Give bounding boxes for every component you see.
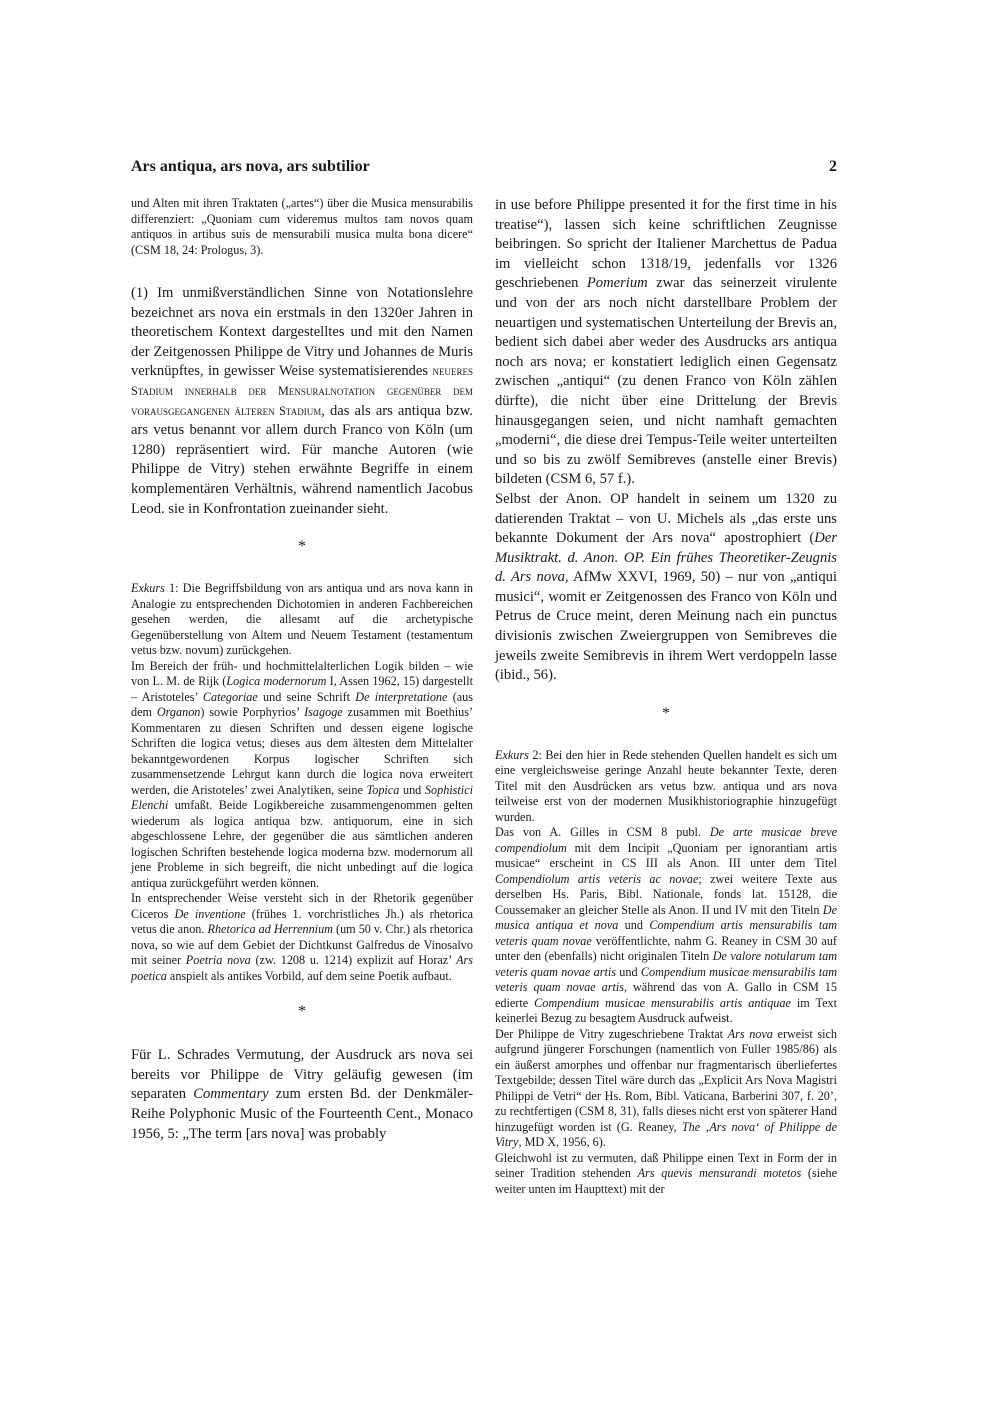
paragraph: und Alten mit ihren Traktaten („artes“) über die Musica mensurabilis differenziert: „Quoniam cum videremus multos tam novos quam antiquos in artibus suis de mensurabili musica multa bona dicere“ (CSM 18, 24: Prologus, 3). [131, 196, 473, 257]
paragraph: Im Bereich der früh- und hochmittelalterlichen Logik bilden – wie von L. M. de Rijk (Logica modernorum I, Assen 1962, 15) dargestellt – Aristoteles’ Categoriae und seine Schrift De interpretatione (aus dem Organon) sowie Porphyrios’ Isagoge zusammen mit Boethius’ Kommentaren zu diesen Schriften und dessen eigene logische Schriften die logica vetus; dieses aus dem ältesten dem Mittelalter bekanntgewordenen Korpus logischer Schriften sich zusammensetzende Lehrgut kann durch die logica nova erweitert werden, die Aristoteles’ zwei Analytiken, seine Topica und Sophistici Elenchi umfaßt. Beide Logikbereiche zusammengenommen gelten wiederum als logica antiqua bzw. antiquorum, eine in sich abgeschlossene Lehre, der gegenüber die aus sämtlichen anderen logischen Schriften bestehende logica moderna bzw. modernorum all jene Probleme in sich begreift, die nicht unbedingt auf die logica antiqua zurückgeführt werden können. [131, 658, 474, 890]
running-title: Ars antiqua, ars nova, ars subtilior [131, 158, 370, 175]
paragraph: Der Philippe de Vitry zugeschriebene Traktat Ars nova erweist sich aufgrund jüngerer Forschungen (namentlich von Fuller 1985/86) als ein äußerst amorphes und offenbar nur fragmentarisch überliefertes Textgebilde; dessen Titel wäre durch das „Explicit Ars Nova Magistri Philippi de Vetri“ der Hs. Rom, Bibl. Vaticana, Barberini 307, f. 20’, zu rechtfertigen (CSM 8, 31), falls dieses nicht erst von späterer Hand hinzugefügt worden ist (G. Reaney, The ‚Ars nova‘ of Philippe de Vitry, MD X, 1956, 6). [495, 1026, 838, 1150]
left-column [131, 196, 473, 1144]
section-separator: * [298, 538, 306, 556]
small-caps-term: neueres Stadium innerhalb der Mensuralnotation gegenüber dem vorausgegangenen älteren Stadium [131, 364, 473, 418]
section-separator: * [662, 704, 670, 722]
page-number: 2 [829, 158, 837, 175]
paragraph: In entsprechender Weise versteht sich in der Rhetorik gegenüber Ciceros De inventione (frühes 1. vorchristliches Jh.) als rhetorica vetus die anon. Rhetorica ad Herrennium (um 50 v. Chr.) als rhetorica nova, so wie auf dem Gebiet der Dichtkunst Galfredus de Vinosalvo mit seiner Poetria nova (zw. 1208 u. 1214) explizit auf Horaz’ Ars poetica anspielt als antikes Vorbild, auf dem seine Poetik aufbaut. [131, 891, 474, 983]
paragraph: Exkurs 2: Bei den hier in Rede stehenden Quellen handelt es sich um eine vergleichsweise geringe Anzahl heute bekannter Texte, deren Titel mit den Ausdrücken ars vetus bzw. antiqua und ars nova teilweise erst von der modernen Musikhistoriographie hinzugefügt wurden. [495, 747, 837, 824]
paragraph: in use before Philippe presented it for the first time in his treatise“), lassen sich keine schriftlichen Zeugnisse beibringen. So spricht der Italiener Marchettus de Padua im vielleicht schon 1318/19, jedenfalls vor 1326 geschriebenen Pomerium zwar das seinerzeit virulente und von der ars noch nicht darstellbare Problem der neuartigen und systematischen Unterteilung der Brevis an, bedient sich dabei aber weder des Ausdrucks ars antiqua noch ars nova; er konstatiert lediglich einen Gegensatz zwischen „antiqui“ (zu denen Franco von Köln zählen dürfte), die nicht über eine Drittelung der Brevis hinausgegangen seien, und nicht namhaft gemachten „moderni“, die diese drei Tempus-Teile weiter unterteilten und so bis zu zwölf Semibreves (anstelle einer Brevis) bildeten (CSM 6, 57 f.). [495, 197, 837, 488]
paragraph: (1) Im unmißverständlichen Sinne von Notationslehre bezeichnet ars nova ein erstmals in den 1320er Jahren in theoretischem Kontext dargestelltes und mit den Namen der Zeitgenossen Philippe de Vitry und Johannes de Muris verknüpftes, in gewisser Weise systematisierendes neueres Stadium innerhalb der Mensuralnotation gegenüber dem vorausgegangenen älteren Stadium, das als ars antiqua bzw. ars vetus benannt vor allem durch Franco von Köln (um 1280) repräsentiert wird. Für manche Autoren (wie Philippe de Vitry) stehen erwähnte Begriffe in einem komplementären Verhältnis, während namentlich Jacobus Leod. sie in Konfrontation zueinander sieht. [131, 285, 474, 517]
section-separator: * [298, 1003, 306, 1021]
paragraph: Selbst der Anon. OP handelt in seinem um 1320 zu datierenden Traktat – von U. Michels als „das erste uns bekannte Dokument der Ars nova“ apostrophiert (Der Musiktrakt. d. Anon. OP. Ein frühes Theoretiker-Zeugnis d. Ars nova, AfMw XXVI, 1969, 50) – nur von „antiqui musici“, womit er Zeitgenossen des Franco von Köln und Petrus de Cruce meint, deren Meinung nach ein punctus divisionis zwischen Zweiergruppen von Semibreves die jeweils zweite Semibrevis in ihrem Wert verdoppeln lasse (ibid., 56). [495, 490, 838, 684]
running-head [131, 158, 837, 176]
paragraph: Für L. Schrades Vermutung, der Ausdruck ars nova sei bereits vor Philippe de Vitry geläufig gewesen (im separaten Commentary zum ersten Bd. der Denkmäler-Reihe Polyphonic Music of the Fourteenth Cent., Monaco 1956, 5: „The term [ars nova] was probably [131, 1047, 473, 1142]
right-column [495, 196, 837, 1197]
paragraph: Gleichwohl ist zu vermuten, daß Philippe einen Text in Form der in seiner Tradition stehenden Ars quevis mensurandi motetos (siehe weiter unten im Haupttext) mit der [495, 1150, 837, 1196]
paragraph: Exkurs 1: Die Begriffsbildung von ars antiqua und ars nova kann in Analogie zu entsprechenden Dichotomien in anderen Fachbereichen gesehen werden, die allesamt auf die archetypische Gegenüberstellung von Altem und Neuem Testament (testamentum vetus bzw. novum) zurückgehen. [131, 581, 473, 658]
paragraph: Das von A. Gilles in CSM 8 publ. De arte musicae breve compendiolum mit dem Incipit „Quoniam per ignorantiam artis musicae“ erscheint in CS III als Anon. III unter dem Titel Compendiolum artis veteris ac novae; zwei weitere Texte aus derselben Hs. Paris, Bibl. Nationale, fonds lat. 15128, die Coussemaker an gleicher Stelle als Anon. II und IV mit den Titeln De musica antiqua et nova und Compendium artis mensurabilis tam veteris quam novae veröffentlichte, nahm G. Reaney in CSM 30 auf unter den (ebenfalls) nicht originalen Titeln De valore notularum tam veteris quam novae artis und Compendium musicae mensurabilis tam veteris quam novae artis, während das von A. Gallo in CSM 15 edierte Compendium musicae mensurabilis artis antiquae im Text keinerlei Bezug zu besagtem Ausdruck aufweist. [495, 825, 837, 1026]
